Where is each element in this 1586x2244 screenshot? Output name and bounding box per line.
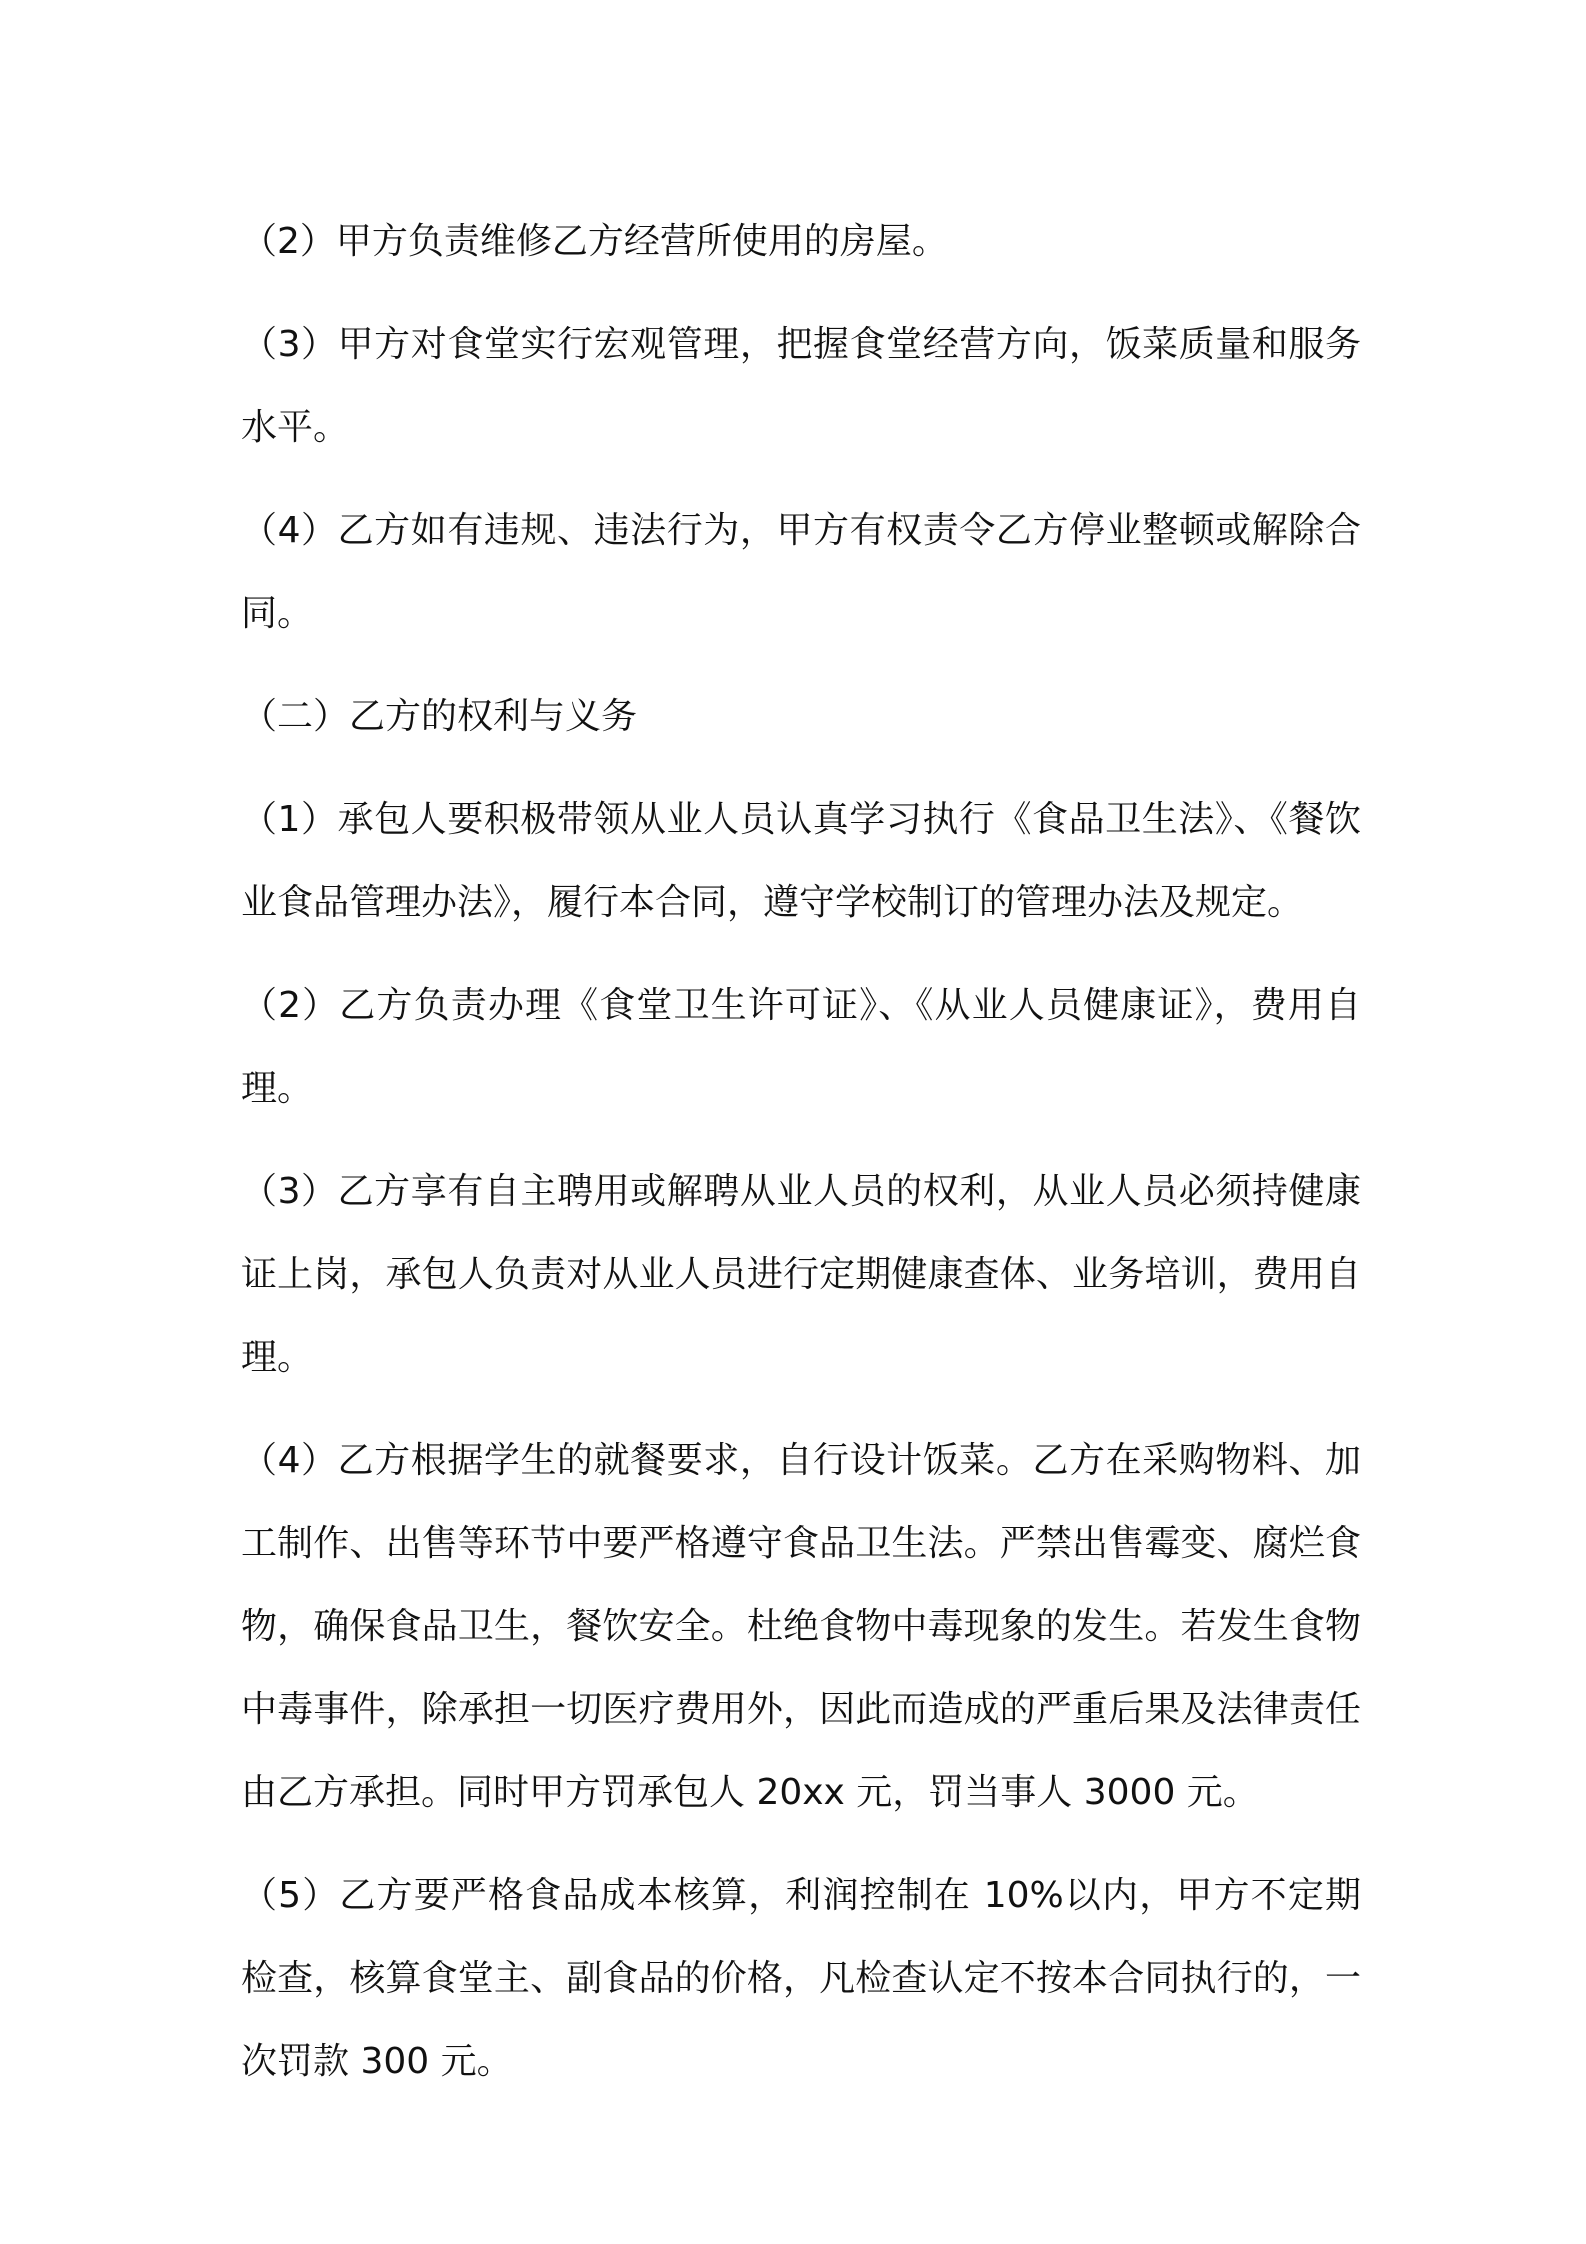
paragraph-b2: （2）乙方负责办理《食堂卫生许可证》、《从业人员健康证》，费用自理。 [241, 985, 1361, 1109]
paragraph-b3: （3）乙方享有自主聘用或解聘从业人员的权利，从业人员必须持健康证上岗，承包人负责对从业人员进行定期健康查体、业务培训，费用自理。 [241, 1171, 1361, 1378]
paragraph-a4: （4）乙方如有违规、违法行为，甲方有权责令乙方停业整顿或解除合同。 [241, 510, 1361, 634]
paragraph-a2: （2）甲方负责维修乙方经营所使用的房屋。 [241, 221, 948, 262]
section-heading-party-b-rights: （二）乙方的权利与义务 [241, 696, 638, 737]
paragraph-b4: （4）乙方根据学生的就餐要求，自行设计饭菜。乙方在采购物料、加工制作、出售等环节中要严格遵守食品卫生法。严禁出售霉变、腐烂食物，确保食品卫生，餐饮安全。杜绝食物中毒现象的发生。若发生食物中毒事件，除承担一切医疗费用外，因此而造成的严重后果及法律责任由乙方承担。同时甲方罚承包人 20xx 元，罚当事人 3000 元。 [241, 1440, 1361, 1813]
document-page [241, 200, 1361, 2103]
paragraph-b5: （5）乙方要严格食品成本核算，利润控制在 10%以内，甲方不定期检查，核算食堂主、副食品的价格，凡检查认定不按本合同执行的，一次罚款 300 元。 [241, 1875, 1361, 2082]
paragraph-a3: （3）甲方对食堂实行宏观管理，把握食堂经营方向，饭菜质量和服务水平。 [241, 324, 1361, 448]
paragraph-b1: （1）承包人要积极带领从业人员认真学习执行《食品卫生法》、《餐饮业食品管理办法》，履行本合同，遵守学校制订的管理办法及规定。 [241, 799, 1361, 923]
